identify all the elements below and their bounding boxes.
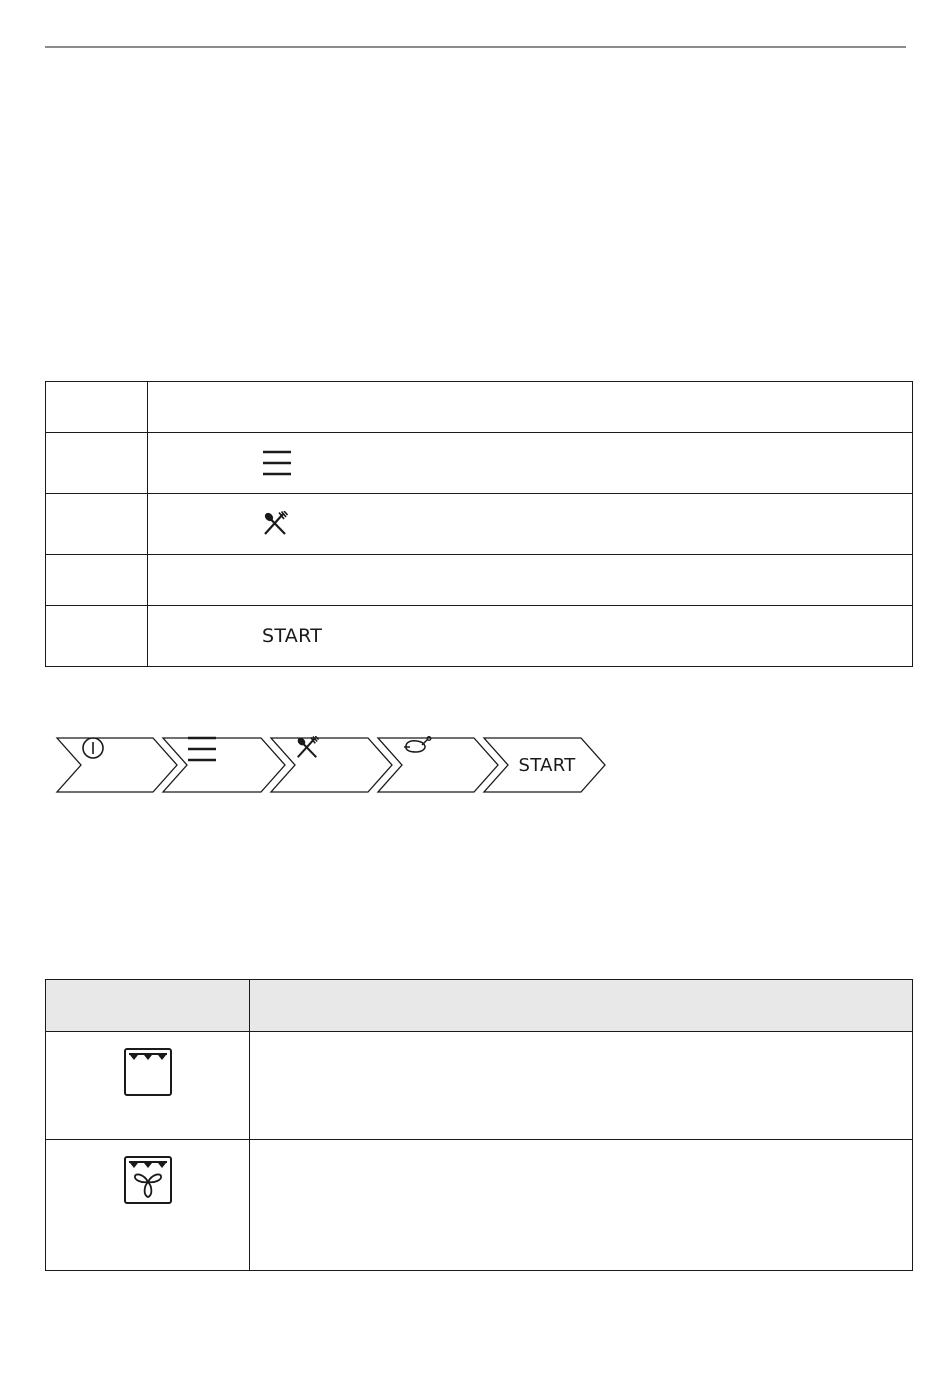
description-header (250, 980, 913, 1032)
functions-table (45, 979, 913, 1271)
table-row (46, 382, 913, 433)
action-cell (148, 555, 913, 606)
table-row (46, 606, 913, 667)
sequence-step-power (81, 736, 157, 794)
action-cell (148, 606, 913, 667)
step-cell (46, 382, 148, 433)
table-row (46, 1140, 913, 1271)
description-cell (250, 1140, 913, 1271)
symbol-cell (46, 1032, 250, 1140)
start-label: START (262, 625, 323, 647)
menu-icon (262, 449, 292, 477)
top-rule (45, 46, 906, 48)
cutlery-icon (295, 736, 319, 760)
step-cell (46, 433, 148, 494)
action-cell (148, 494, 913, 555)
description-cell (250, 1032, 913, 1140)
sequence-bar (55, 736, 607, 796)
table-header-row (46, 980, 913, 1032)
step-cell (46, 606, 148, 667)
top-heat-oven-icon (123, 1047, 173, 1097)
steps-table (45, 381, 913, 667)
step-cell (46, 494, 148, 555)
step-cell (46, 555, 148, 606)
action-cell (148, 433, 913, 494)
table-row (46, 1032, 913, 1140)
sequence-step-start (508, 736, 586, 794)
action-cell (148, 382, 913, 433)
top-heat-fan-oven-icon (123, 1155, 173, 1205)
symbol-cell (46, 1140, 250, 1271)
power-icon (81, 736, 105, 760)
sequence-step-menu (187, 736, 267, 794)
table-row (46, 494, 913, 555)
roast-chicken-icon (402, 736, 432, 756)
table-row (46, 555, 913, 606)
sequence-step-cutlery (295, 736, 373, 794)
sequence-step-roast (402, 736, 480, 794)
menu-icon (187, 736, 217, 762)
cutlery-icon (262, 511, 288, 537)
start-label: START (518, 754, 576, 776)
table-row (46, 433, 913, 494)
symbol-header (46, 980, 250, 1032)
